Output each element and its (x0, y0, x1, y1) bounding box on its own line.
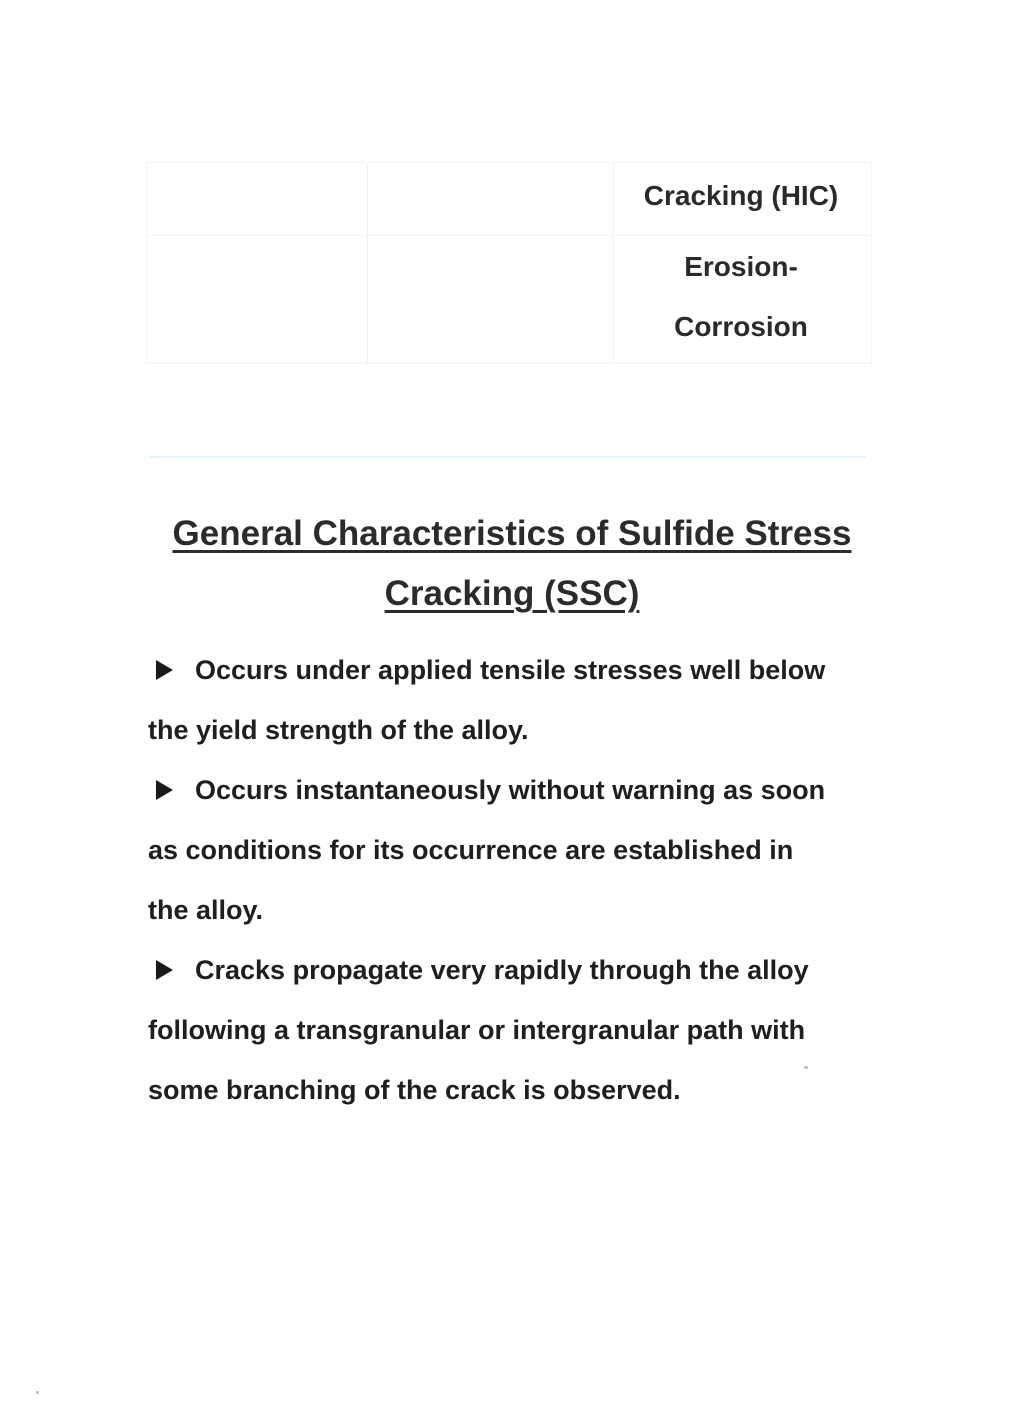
table-row-divider (147, 235, 871, 236)
section-divider (150, 456, 866, 458)
table-cell-cracking-hic: Cracking (HIC) (643, 180, 839, 211)
triangle-bullet-icon (156, 660, 173, 680)
table-cell-corrosion: Corrosion (674, 311, 808, 342)
scan-speck (36, 1391, 39, 1394)
bullet-item (148, 760, 838, 940)
bullet-list (148, 640, 838, 1120)
triangle-bullet-icon (156, 780, 173, 800)
table-column-divider (367, 163, 368, 363)
section-title: General Characteristics of Sulfide Stress Cracking (SSC) (172, 514, 852, 613)
bullet-item (148, 940, 838, 1120)
bullet-text: Cracks propagate very rapidly through the alloy following a transgranular or intergranular path with some branching of the crack is observed. (148, 955, 809, 1105)
bullet-text: Occurs under applied tensile stresses well below the yield strength of the alloy. (148, 655, 826, 745)
bullet-item (148, 640, 838, 760)
table-cell-erosion: Erosion- (684, 251, 798, 282)
triangle-bullet-icon (156, 960, 173, 980)
bullet-text: Occurs instantaneously without warning as soon as conditions for its occurrence are established in the alloy. (148, 775, 826, 925)
scan-speck (804, 1066, 808, 1069)
